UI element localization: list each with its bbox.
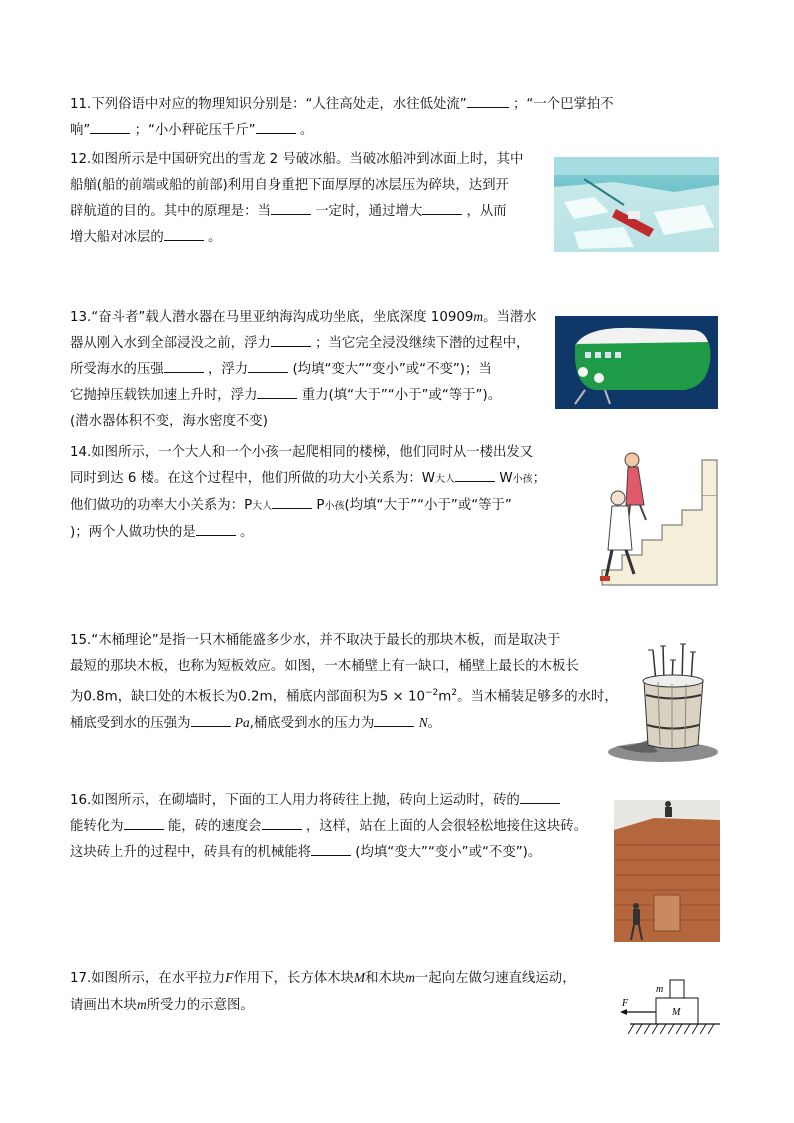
label-M: M — [672, 1007, 681, 1018]
question-11 — [70, 92, 614, 144]
question-17 — [70, 965, 576, 1019]
q17-line1 — [70, 965, 576, 992]
q14-subscript: 大人 — [435, 474, 456, 485]
q17-text: 17.如图所示，在水平拉力 — [70, 971, 226, 986]
q14-line4 — [70, 520, 546, 546]
q16-line1 — [70, 788, 587, 814]
q13-line2 — [70, 331, 537, 357]
q14-text: 同时到达 6 楼。在这个过程中，他们所做的功大小关系为：W — [70, 471, 436, 486]
q16-blank-3[interactable] — [262, 815, 302, 830]
q14-subscript: 小孩 — [512, 474, 533, 485]
q16-line2 — [70, 814, 587, 840]
label-m: m — [656, 984, 664, 995]
q13-text: 所受海水的压强 — [70, 362, 164, 377]
q13-blank-2[interactable] — [164, 358, 204, 373]
q17-text: 一起向左做匀速直线运动， — [414, 971, 576, 986]
q15-area-unit-exponent: 2 — [451, 688, 458, 698]
q17-line2 — [70, 992, 576, 1019]
q12-line4 — [70, 225, 523, 251]
label-F: F — [622, 998, 629, 1009]
q12-text: 。 — [208, 230, 222, 245]
q13-text: 它抛掉压载铁加速上升时，浮力 — [70, 388, 258, 403]
q12-line3 — [70, 199, 523, 225]
q17-text: 作用下，长方体木块 — [233, 971, 354, 986]
question-14 — [70, 440, 546, 546]
q17-variable: M — [353, 970, 366, 985]
q17-variable: m — [136, 997, 147, 1012]
q14-text: )；两个人做功快的是 — [70, 525, 196, 540]
q13-line3 — [70, 357, 537, 383]
q13-blank-1[interactable] — [271, 332, 311, 347]
q14-subscript: 小孩 — [324, 501, 345, 512]
brick-wall-image — [614, 800, 720, 942]
q12-text: 辟航道的目的。其中的原理是：当 — [70, 204, 271, 219]
q14-blank-2[interactable] — [272, 494, 312, 509]
arrowhead-icon — [620, 1009, 627, 1015]
q12-text: 增大船对冰层的 — [70, 230, 164, 245]
q16-text: 能转化为 — [70, 819, 124, 834]
q15-line3 — [70, 680, 618, 710]
q13-line4 — [70, 383, 537, 409]
q12-line1: 12.如图所示是中国研究出的雪龙 2 号破冰船。当破冰船冲到冰面上时，其中 — [70, 152, 524, 167]
block-force-diagram — [618, 978, 722, 1040]
q11-text: ；“一个巴掌拍不 — [512, 97, 614, 112]
question-16 — [70, 788, 587, 866]
q14-text: ； — [532, 471, 546, 486]
q12-text: 一定时，通过增大 — [315, 204, 423, 219]
q14-text: 。 — [240, 525, 254, 540]
question-12 — [70, 147, 523, 251]
q15-text: ,桶底受到水的压力为 — [249, 716, 375, 732]
q14-text: W — [499, 471, 513, 486]
q16-blank-2[interactable] — [124, 815, 164, 830]
q17-text: 请画出木块 — [70, 998, 137, 1013]
q14-line1: 14.如图所示，一个大人和一个小孩一起爬相同的楼梯，他们同时从一楼出发又 — [70, 445, 534, 460]
submersible-image — [555, 316, 718, 409]
q16-text: ，这样，站在上面的人会很轻松地接住这块砖。 — [305, 819, 588, 834]
q14-line2 — [70, 466, 546, 493]
q15-line1: 15.“木桶理论”是指一只木桶能盛多少水，并不取决于最长的那块木板，而是取决于 — [70, 633, 561, 648]
q13-line5: (潜水器体积不变，海水密度不变) — [70, 414, 268, 429]
q17-variable: m — [405, 970, 415, 985]
q15-area-value: 5 × 10 — [379, 689, 426, 705]
q15-text: 。 — [427, 716, 442, 732]
q16-text: (均填“变大”“变小”或“不变”)。 — [355, 845, 542, 860]
question-13 — [70, 304, 537, 435]
q13-text: 重力(填“大于”“小于”或“等于”)。 — [301, 388, 502, 403]
q13-blank-3[interactable] — [248, 358, 288, 373]
q11-blank-2[interactable] — [90, 119, 130, 134]
q13-text: ；当它完全浸没继续下潜的过程中， — [315, 336, 530, 351]
q11-text: 11.下列俗语中对应的物理知识分别是：“人往高处走，水往低处流” — [70, 97, 467, 112]
q15-text: 。当木桶装足够多的水时， — [457, 689, 618, 705]
q11-text: 响” — [70, 123, 91, 138]
q13-text: 器从刚入水到全部浸没之前，浮力 — [70, 336, 271, 351]
q13-blank-4[interactable] — [257, 384, 297, 399]
q16-text: 这块砖上升的过程中，砖具有的机械能将 — [70, 845, 312, 860]
q15-unit: Pa — [234, 715, 250, 731]
q14-text: (均填“大于”“小于”或“等于” — [344, 498, 512, 513]
q13-line1 — [70, 304, 537, 331]
q15-text: 桶底受到水的压强为 — [70, 716, 191, 732]
q17-text: 所受力的示意图。 — [146, 998, 254, 1013]
q14-text: P — [316, 498, 325, 513]
q15-unit: N — [418, 715, 428, 731]
icebreaker-ship-image — [554, 157, 719, 252]
q13-text: ，浮力 — [208, 362, 249, 377]
q16-text: 能，砖的速度会 — [167, 819, 262, 834]
q12-blank-1[interactable] — [271, 200, 311, 215]
q15-line2: 最短的那块木板，也称为短板效应。如图，一木桶壁上有一缺口，桶壁上最长的木板长 — [70, 659, 579, 674]
q14-blank-3[interactable] — [196, 521, 236, 536]
q14-text: 他们做功的功率大小关系为：P — [70, 498, 253, 513]
q13-text: 。当潜水 — [483, 310, 537, 325]
q11-line2 — [70, 118, 614, 144]
q15-area-unit: m — [438, 689, 452, 705]
q15-blank-2[interactable] — [374, 712, 414, 727]
q13-text: 13.“奋斗者”载人潜水器在马里亚纳海沟成功坐底，坐底深度 10909 — [70, 310, 474, 325]
q15-blank-1[interactable] — [191, 712, 231, 727]
q11-text: ；“小小秤砣压千斤” — [134, 123, 256, 138]
q11-line1 — [70, 92, 614, 118]
wooden-bucket-image — [608, 640, 720, 765]
small-block-m — [670, 980, 684, 998]
q14-subscript: 大人 — [252, 501, 273, 512]
q17-variable: F — [225, 970, 234, 985]
q11-blank-1[interactable] — [467, 93, 509, 108]
q16-blank-4[interactable] — [311, 841, 351, 856]
q16-line3 — [70, 840, 587, 866]
q11-blank-3[interactable] — [256, 119, 296, 134]
q14-line3 — [70, 493, 546, 520]
q13-text: (均填“变大”“变小”或“不变”)；当 — [292, 362, 492, 377]
staircase-image — [582, 450, 722, 590]
q12-blank-2[interactable] — [422, 200, 462, 215]
q12-blank-3[interactable] — [164, 226, 204, 241]
q12-line2: 船艏(船的前端或船的前部)利用自身重把下面厚厚的冰层压为碎块，达到开 — [70, 178, 509, 193]
ground-hatching — [628, 1024, 714, 1034]
q12-text: ，从而 — [466, 204, 507, 219]
q17-text: 和木块 — [365, 971, 406, 986]
q14-blank-1[interactable] — [455, 467, 495, 482]
q16-blank-1[interactable] — [520, 789, 560, 804]
q11-text: 。 — [299, 123, 314, 138]
question-15 — [70, 628, 618, 737]
q15-line4 — [70, 710, 618, 737]
q15-area-exponent: −2 — [425, 688, 439, 698]
q15-text: 为0.8m，缺口处的木板长为0.2m，桶底内部面积为 — [70, 689, 380, 705]
q13-unit: m — [473, 309, 484, 324]
q16-text: 16.如图所示，在砌墙时，下面的工人用力将砖往上抛，砖向上运动时，砖的 — [70, 793, 520, 808]
